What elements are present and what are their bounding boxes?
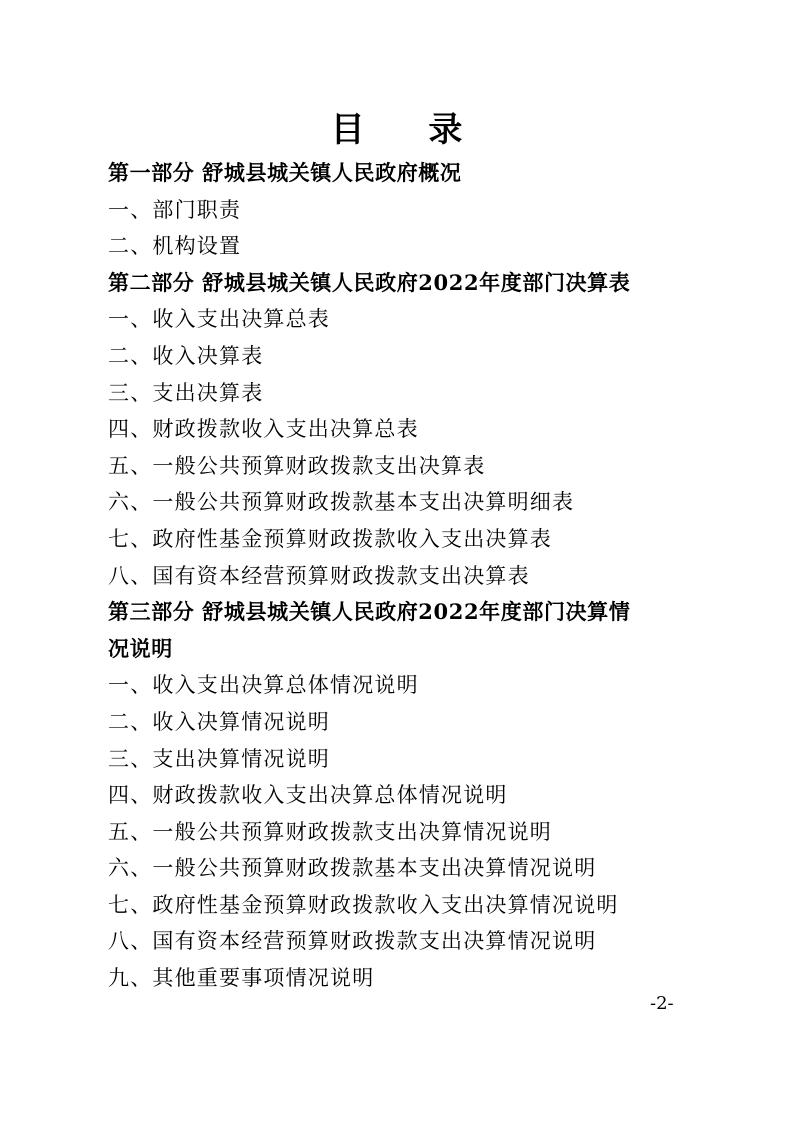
toc-item: 八、国有资本经营预算财政拨款支出决算表 [108, 563, 530, 588]
section-heading-3: 第三部分 舒城县城关镇人民政府2022年度部门决算情 [108, 599, 631, 625]
toc-item: 一、收入支出决算总体情况说明 [108, 673, 419, 698]
toc-item: 六、一般公共预算财政拨款基本支出决算情况说明 [108, 856, 597, 881]
page-title: 目 录 [330, 110, 489, 150]
toc-item: 六、一般公共预算财政拨款基本支出决算明细表 [108, 490, 575, 515]
toc-item: 二、收入决算情况说明 [108, 709, 330, 734]
section-heading-2: 第二部分 舒城县城关镇人民政府2022年度部门决算表 [108, 269, 631, 295]
toc-item: 二、收入决算表 [108, 343, 264, 368]
table-of-contents [108, 155, 708, 997]
toc-item: 八、国有资本经营预算财政拨款支出决算情况说明 [108, 929, 597, 954]
section-heading-1: 第一部分 舒城县城关镇人民政府概况 [108, 160, 462, 185]
toc-item: 二、机构设置 [108, 234, 242, 259]
toc-item: 七、政府性基金预算财政拨款收入支出决算情况说明 [108, 892, 619, 917]
page-number: -2- [650, 993, 674, 1014]
toc-item: 九、其他重要事项情况说明 [108, 966, 375, 991]
toc-item: 七、政府性基金预算财政拨款收入支出决算表 [108, 526, 552, 551]
toc-item: 一、部门职责 [108, 197, 242, 222]
section-heading-3-continued: 况说明 [108, 635, 173, 661]
toc-item: 一、收入支出决算总表 [108, 307, 330, 332]
toc-item: 四、财政拨款收入支出决算总表 [108, 417, 419, 442]
toc-item: 三、支出决算情况说明 [108, 746, 330, 771]
toc-item: 三、支出决算表 [108, 380, 264, 405]
toc-item: 五、一般公共预算财政拨款支出决算表 [108, 453, 486, 478]
toc-item: 四、财政拨款收入支出决算总体情况说明 [108, 783, 508, 808]
toc-item: 五、一般公共预算财政拨款支出决算情况说明 [108, 819, 552, 844]
